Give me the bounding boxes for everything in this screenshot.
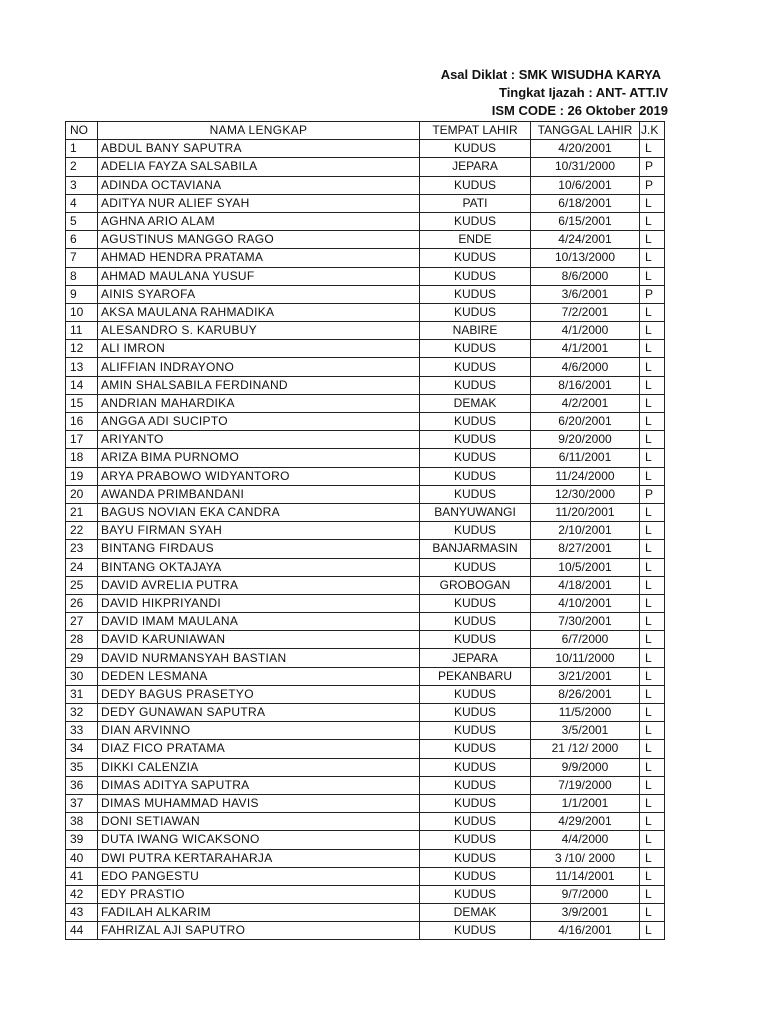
cell-place: KUDUS	[420, 813, 531, 831]
table-row	[66, 831, 665, 849]
cell-place: KUDUS	[420, 449, 531, 467]
cell-date: 6/7/2000	[531, 631, 640, 649]
cell-name: EDO PANGESTU	[98, 867, 420, 885]
cell-no: 27	[66, 613, 98, 631]
cell-name: ANDRIAN MAHARDIKA	[98, 394, 420, 412]
cell-place: BANJARMASIN	[420, 540, 531, 558]
cell-jk: L	[640, 722, 665, 740]
table-row	[66, 358, 665, 376]
cell-name: DIMAS MUHAMMAD HAVIS	[98, 794, 420, 812]
cell-date: 3/6/2001	[531, 285, 640, 303]
table-row	[66, 485, 665, 503]
cell-jk: P	[640, 285, 665, 303]
table-row	[66, 522, 665, 540]
cell-no: 37	[66, 794, 98, 812]
table-row	[66, 922, 665, 940]
cell-no: 26	[66, 594, 98, 612]
column-header-date: TANGGAL LAHIR	[531, 122, 640, 140]
cell-date: 8/27/2001	[531, 540, 640, 558]
cell-jk: L	[640, 885, 665, 903]
table-row	[66, 140, 665, 158]
cell-date: 4/20/2001	[531, 140, 640, 158]
cell-date: 7/30/2001	[531, 613, 640, 631]
cell-no: 21	[66, 503, 98, 521]
cell-place: KUDUS	[420, 140, 531, 158]
cell-date: 6/20/2001	[531, 413, 640, 431]
student-table	[65, 121, 665, 940]
cell-place: KUDUS	[420, 467, 531, 485]
cell-name: ADINDA OCTAVIANA	[98, 176, 420, 194]
cell-no: 29	[66, 649, 98, 667]
cell-date: 9/9/2000	[531, 758, 640, 776]
cell-jk: L	[640, 776, 665, 794]
table-row	[66, 303, 665, 321]
cell-date: 21 /12/ 2000	[531, 740, 640, 758]
cell-jk: L	[640, 467, 665, 485]
cell-date: 4/2/2001	[531, 394, 640, 412]
cell-place: KUDUS	[420, 740, 531, 758]
cell-place: KUDUS	[420, 285, 531, 303]
cell-date: 2/10/2001	[531, 522, 640, 540]
cell-place: KUDUS	[420, 249, 531, 267]
cell-name: ALESANDRO S. KARUBUY	[98, 322, 420, 340]
cell-date: 9/20/2000	[531, 431, 640, 449]
cell-date: 11/14/2001	[531, 867, 640, 885]
cell-no: 28	[66, 631, 98, 649]
cell-place: KUDUS	[420, 558, 531, 576]
cell-jk: L	[640, 813, 665, 831]
cell-date: 4/24/2001	[531, 231, 640, 249]
cell-jk: L	[640, 576, 665, 594]
column-header-jk: J.K	[640, 122, 665, 140]
table-row	[66, 776, 665, 794]
cell-date: 10/11/2000	[531, 649, 640, 667]
cell-jk: L	[640, 704, 665, 722]
table-row	[66, 667, 665, 685]
cell-no: 36	[66, 776, 98, 794]
table-row	[66, 685, 665, 703]
table-row	[66, 158, 665, 176]
cell-no: 8	[66, 267, 98, 285]
cell-no: 19	[66, 467, 98, 485]
cell-place: JEPARA	[420, 158, 531, 176]
table-row	[66, 867, 665, 885]
cell-place: KUDUS	[420, 758, 531, 776]
cell-no: 1	[66, 140, 98, 158]
cell-place: DEMAK	[420, 904, 531, 922]
cell-name: DIAN ARVINNO	[98, 722, 420, 740]
cell-name: DEDY GUNAWAN SAPUTRA	[98, 704, 420, 722]
cell-name: DAVID IMAM MAULANA	[98, 613, 420, 631]
cell-name: DEDEN LESMANA	[98, 667, 420, 685]
table-row	[66, 194, 665, 212]
cell-jk: L	[640, 449, 665, 467]
header-ism-code: ISM CODE : 26 Oktober 2019	[491, 103, 668, 118]
cell-no: 6	[66, 231, 98, 249]
cell-name: AGHNA ARIO ALAM	[98, 212, 420, 230]
cell-no: 23	[66, 540, 98, 558]
cell-jk: L	[640, 631, 665, 649]
cell-place: KUDUS	[420, 685, 531, 703]
cell-no: 25	[66, 576, 98, 594]
table-row	[66, 704, 665, 722]
cell-no: 9	[66, 285, 98, 303]
cell-no: 34	[66, 740, 98, 758]
cell-jk: L	[640, 594, 665, 612]
table-row	[66, 176, 665, 194]
cell-name: ADELIA FAYZA SALSABILA	[98, 158, 420, 176]
cell-date: 10/13/2000	[531, 249, 640, 267]
cell-jk: L	[640, 522, 665, 540]
cell-date: 3/9/2001	[531, 904, 640, 922]
cell-name: DUTA IWANG WICAKSONO	[98, 831, 420, 849]
cell-name: ADITYA NUR ALIEF SYAH	[98, 194, 420, 212]
table-row	[66, 467, 665, 485]
table-row	[66, 740, 665, 758]
cell-name: ABDUL BANY SAPUTRA	[98, 140, 420, 158]
cell-no: 18	[66, 449, 98, 467]
table-row	[66, 340, 665, 358]
cell-place: KUDUS	[420, 885, 531, 903]
cell-name: ARIYANTO	[98, 431, 420, 449]
cell-name: ARYA PRABOWO WIDYANTORO	[98, 467, 420, 485]
cell-jk: P	[640, 158, 665, 176]
cell-no: 10	[66, 303, 98, 321]
cell-no: 33	[66, 722, 98, 740]
cell-no: 44	[66, 922, 98, 940]
cell-jk: L	[640, 558, 665, 576]
cell-name: BINTANG OKTAJAYA	[98, 558, 420, 576]
table-row	[66, 794, 665, 812]
cell-date: 8/26/2001	[531, 685, 640, 703]
cell-no: 11	[66, 322, 98, 340]
cell-place: KUDUS	[420, 303, 531, 321]
cell-name: AKSA MAULANA RAHMADIKA	[98, 303, 420, 321]
cell-jk: L	[640, 267, 665, 285]
cell-jk: L	[640, 794, 665, 812]
cell-date: 4/4/2000	[531, 831, 640, 849]
cell-place: KUDUS	[420, 794, 531, 812]
cell-date: 10/5/2001	[531, 558, 640, 576]
cell-place: KUDUS	[420, 867, 531, 885]
table-row	[66, 576, 665, 594]
cell-place: BANYUWANGI	[420, 503, 531, 521]
cell-name: FADILAH ALKARIM	[98, 904, 420, 922]
cell-date: 4/29/2001	[531, 813, 640, 831]
cell-no: 2	[66, 158, 98, 176]
cell-place: KUDUS	[420, 376, 531, 394]
cell-name: DAVID NURMANSYAH BASTIAN	[98, 649, 420, 667]
cell-name: DAVID HIKPRIYANDI	[98, 594, 420, 612]
cell-jk: P	[640, 176, 665, 194]
cell-no: 17	[66, 431, 98, 449]
cell-jk: L	[640, 904, 665, 922]
cell-place: KUDUS	[420, 485, 531, 503]
cell-place: KUDUS	[420, 922, 531, 940]
table-row	[66, 431, 665, 449]
cell-jk: L	[640, 303, 665, 321]
cell-name: AHMAD MAULANA YUSUF	[98, 267, 420, 285]
cell-no: 4	[66, 194, 98, 212]
cell-place: KUDUS	[420, 340, 531, 358]
cell-name: AWANDA PRIMBANDANI	[98, 485, 420, 503]
cell-jk: L	[640, 667, 665, 685]
cell-place: KUDUS	[420, 431, 531, 449]
cell-jk: L	[640, 758, 665, 776]
cell-no: 5	[66, 212, 98, 230]
cell-no: 20	[66, 485, 98, 503]
cell-name: DIAZ FICO PRATAMA	[98, 740, 420, 758]
cell-no: 7	[66, 249, 98, 267]
table-row	[66, 613, 665, 631]
cell-no: 39	[66, 831, 98, 849]
cell-jk: L	[640, 231, 665, 249]
cell-no: 31	[66, 685, 98, 703]
header-asal-diklat: Asal Diklat : SMK WISUDHA KARYA	[440, 67, 661, 82]
cell-date: 10/31/2000	[531, 158, 640, 176]
cell-place: PEKANBARU	[420, 667, 531, 685]
cell-date: 7/2/2001	[531, 303, 640, 321]
cell-jk: L	[640, 867, 665, 885]
cell-name: AMIN SHALSABILA FERDINAND	[98, 376, 420, 394]
cell-no: 43	[66, 904, 98, 922]
cell-name: DAVID AVRELIA PUTRA	[98, 576, 420, 594]
cell-name: EDY PRASTIO	[98, 885, 420, 903]
table-row	[66, 322, 665, 340]
cell-name: AGUSTINUS MANGGO RAGO	[98, 231, 420, 249]
cell-no: 12	[66, 340, 98, 358]
cell-name: DEDY BAGUS PRASETYO	[98, 685, 420, 703]
cell-date: 10/6/2001	[531, 176, 640, 194]
cell-name: AHMAD HENDRA PRATAMA	[98, 249, 420, 267]
cell-jk: L	[640, 849, 665, 867]
cell-jk: L	[640, 540, 665, 558]
cell-date: 3/5/2001	[531, 722, 640, 740]
column-header-name: NAMA LENGKAP	[98, 122, 420, 140]
cell-jk: L	[640, 394, 665, 412]
table-header-row	[66, 122, 665, 140]
cell-name: DIKKI CALENZIA	[98, 758, 420, 776]
table-row	[66, 413, 665, 431]
cell-place: KUDUS	[420, 522, 531, 540]
cell-jk: L	[640, 685, 665, 703]
table-row	[66, 722, 665, 740]
cell-jk: L	[640, 340, 665, 358]
cell-place: KUDUS	[420, 594, 531, 612]
cell-place: KUDUS	[420, 722, 531, 740]
cell-no: 24	[66, 558, 98, 576]
table-row	[66, 285, 665, 303]
cell-place: KUDUS	[420, 831, 531, 849]
cell-no: 14	[66, 376, 98, 394]
cell-place: JEPARA	[420, 649, 531, 667]
cell-place: KUDUS	[420, 613, 531, 631]
cell-place: KUDUS	[420, 413, 531, 431]
cell-jk: L	[640, 413, 665, 431]
cell-jk: P	[640, 485, 665, 503]
cell-place: KUDUS	[420, 776, 531, 794]
cell-place: KUDUS	[420, 212, 531, 230]
table-row	[66, 449, 665, 467]
cell-name: ARIZA BIMA PURNOMO	[98, 449, 420, 467]
table-row	[66, 758, 665, 776]
cell-date: 6/15/2001	[531, 212, 640, 230]
cell-jk: L	[640, 376, 665, 394]
cell-jk: L	[640, 431, 665, 449]
table-row	[66, 904, 665, 922]
cell-no: 38	[66, 813, 98, 831]
column-header-place: TEMPAT LAHIR	[420, 122, 531, 140]
cell-jk: L	[640, 358, 665, 376]
cell-no: 40	[66, 849, 98, 867]
cell-jk: L	[640, 831, 665, 849]
cell-jk: L	[640, 322, 665, 340]
cell-date: 3/21/2001	[531, 667, 640, 685]
table-row	[66, 376, 665, 394]
cell-place: KUDUS	[420, 358, 531, 376]
cell-name: ANGGA ADI SUCIPTO	[98, 413, 420, 431]
cell-name: DIMAS ADITYA SAPUTRA	[98, 776, 420, 794]
cell-place: KUDUS	[420, 631, 531, 649]
cell-date: 7/19/2000	[531, 776, 640, 794]
cell-no: 3	[66, 176, 98, 194]
table-row	[66, 540, 665, 558]
cell-date: 11/20/2001	[531, 503, 640, 521]
cell-place: KUDUS	[420, 849, 531, 867]
cell-place: GROBOGAN	[420, 576, 531, 594]
cell-name: ALI IMRON	[98, 340, 420, 358]
cell-place: DEMAK	[420, 394, 531, 412]
cell-no: 15	[66, 394, 98, 412]
cell-jk: L	[640, 140, 665, 158]
cell-date: 9/7/2000	[531, 885, 640, 903]
cell-name: DWI PUTRA KERTARAHARJA	[98, 849, 420, 867]
cell-place: KUDUS	[420, 176, 531, 194]
cell-date: 4/18/2001	[531, 576, 640, 594]
cell-date: 4/1/2001	[531, 340, 640, 358]
cell-no: 16	[66, 413, 98, 431]
cell-jk: L	[640, 503, 665, 521]
cell-no: 42	[66, 885, 98, 903]
cell-date: 4/1/2000	[531, 322, 640, 340]
cell-no: 13	[66, 358, 98, 376]
cell-place: PATI	[420, 194, 531, 212]
cell-date: 11/5/2000	[531, 704, 640, 722]
cell-jk: L	[640, 740, 665, 758]
table-row	[66, 267, 665, 285]
table-row	[66, 885, 665, 903]
table-row	[66, 249, 665, 267]
cell-jk: L	[640, 922, 665, 940]
cell-place: KUDUS	[420, 704, 531, 722]
cell-date: 8/6/2000	[531, 267, 640, 285]
table-row	[66, 631, 665, 649]
cell-name: ALIFFIAN INDRAYONO	[98, 358, 420, 376]
table-row	[66, 212, 665, 230]
cell-name: DONI SETIAWAN	[98, 813, 420, 831]
cell-jk: L	[640, 613, 665, 631]
cell-place: NABIRE	[420, 322, 531, 340]
cell-date: 12/30/2000	[531, 485, 640, 503]
table-row	[66, 231, 665, 249]
cell-name: AINIS SYAROFA	[98, 285, 420, 303]
cell-name: DAVID KARUNIAWAN	[98, 631, 420, 649]
cell-jk: L	[640, 649, 665, 667]
table-row	[66, 558, 665, 576]
cell-date: 11/24/2000	[531, 467, 640, 485]
column-header-no: NO	[66, 122, 98, 140]
table-row	[66, 503, 665, 521]
cell-jk: L	[640, 212, 665, 230]
cell-name: FAHRIZAL AJI SAPUTRO	[98, 922, 420, 940]
cell-no: 22	[66, 522, 98, 540]
cell-jk: L	[640, 194, 665, 212]
table-body	[66, 140, 665, 940]
cell-date: 6/18/2001	[531, 194, 640, 212]
table-row	[66, 813, 665, 831]
cell-date: 8/16/2001	[531, 376, 640, 394]
table-row	[66, 849, 665, 867]
cell-name: BAYU FIRMAN SYAH	[98, 522, 420, 540]
header-tingkat-ijazah: Tingkat Ijazah : ANT- ATT.IV	[498, 85, 668, 100]
cell-name: BINTANG FIRDAUS	[98, 540, 420, 558]
cell-no: 41	[66, 867, 98, 885]
cell-no: 35	[66, 758, 98, 776]
cell-jk: L	[640, 249, 665, 267]
cell-place: KUDUS	[420, 267, 531, 285]
table-row	[66, 594, 665, 612]
cell-no: 30	[66, 667, 98, 685]
cell-name: BAGUS NOVIAN EKA CANDRA	[98, 503, 420, 521]
cell-date: 1/1/2001	[531, 794, 640, 812]
table-row	[66, 394, 665, 412]
cell-no: 32	[66, 704, 98, 722]
cell-date: 4/6/2000	[531, 358, 640, 376]
cell-date: 4/16/2001	[531, 922, 640, 940]
table-row	[66, 649, 665, 667]
cell-date: 3 /10/ 2000	[531, 849, 640, 867]
cell-date: 4/10/2001	[531, 594, 640, 612]
cell-date: 6/11/2001	[531, 449, 640, 467]
cell-place: ENDE	[420, 231, 531, 249]
